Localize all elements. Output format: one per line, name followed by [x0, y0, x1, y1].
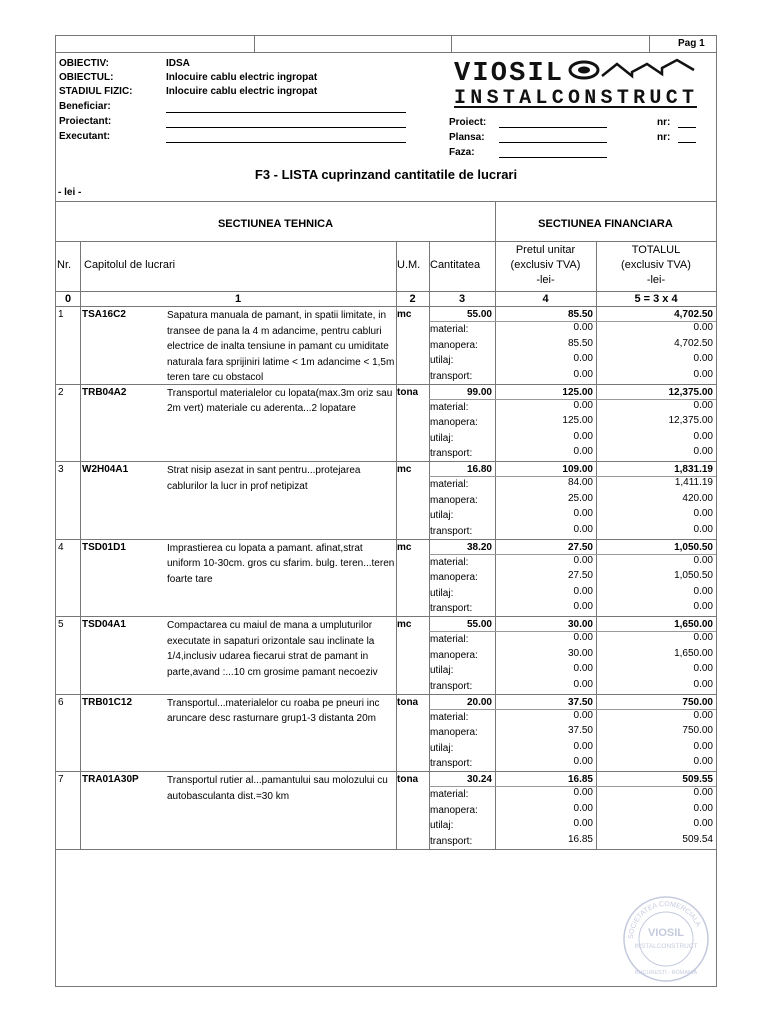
sub-total: 0.00: [693, 585, 713, 597]
section-tehnica: SECTIUNEA TEHNICA: [217, 218, 334, 230]
label-executant: Executant:: [59, 131, 111, 142]
sub-label: manopera:: [430, 339, 478, 351]
sub-total: 0.00: [693, 523, 713, 535]
item-nr: 6: [58, 696, 64, 708]
sub-unit-price: 0.00: [573, 446, 593, 457]
faza-line: [499, 157, 607, 158]
sub-total: 0.00: [693, 709, 713, 721]
company-stamp: [621, 894, 711, 984]
item-unit-price: 27.50: [567, 541, 593, 553]
sub-unit-price: 0.00: [573, 632, 593, 643]
col-nr: Nr.: [57, 259, 72, 271]
item-description: Transportul...materialelor cu roaba pe pneuri inc aruncare desc rasturnare grup1-3 distanta 20m: [167, 697, 380, 724]
sub-label: utilaj:: [430, 510, 454, 521]
sub-label: transport:: [430, 603, 473, 614]
item-nr: 1: [58, 309, 64, 320]
item-um: mc: [397, 309, 412, 320]
colnum-4: 4: [542, 293, 549, 305]
sub-total: 1,650.00: [674, 647, 713, 659]
sub-label: transport:: [430, 835, 473, 847]
item-code: TRA01A30P: [82, 774, 139, 785]
item-qty: 55.00: [466, 619, 492, 630]
label-obiectiv: OBIECTIV:: [59, 58, 110, 69]
beneficiar-line: [166, 112, 406, 113]
colnum-3: 3: [458, 293, 466, 305]
item-nr: 7: [58, 774, 64, 785]
sub-total: 0.00: [693, 756, 713, 767]
table-row: [56, 771, 716, 849]
sub-unit-price: 0.00: [573, 740, 593, 752]
sub-unit-price: 0.00: [573, 554, 593, 566]
sub-total: 0.00: [693, 368, 713, 380]
item-total: 12,375.00: [668, 386, 713, 398]
item-um: tona: [397, 774, 419, 785]
sub-total: 0.00: [693, 446, 713, 457]
sub-total: 0.00: [693, 740, 713, 752]
sub-unit-price: 25.00: [567, 492, 593, 504]
sub-label: material:: [430, 479, 469, 490]
sub-unit-price: 0.00: [573, 756, 593, 767]
item-total: 750.00: [682, 696, 713, 708]
sub-unit-price: 0.00: [573, 585, 593, 597]
item-total: 509.55: [682, 774, 713, 785]
item-description: Strat nisip asezat in sant pentru...protejarea cablurilor la lucr in prof netipizat: [167, 465, 361, 492]
sub-total: 750.00: [682, 725, 713, 736]
item-nr: 5: [58, 619, 64, 630]
sub-label: transport:: [430, 370, 473, 382]
value-stadiul: Inlocuire cablu electric ingropat: [166, 86, 318, 97]
sub-total: 0.00: [693, 554, 713, 566]
logo-line2: INSTALCONSTRUCT: [454, 87, 694, 110]
sub-label: utilaj:: [430, 432, 454, 444]
col-qty: Cantitatea: [430, 259, 481, 271]
executant-line: [166, 142, 406, 143]
sub-label: utilaj:: [430, 742, 454, 754]
nr-line-1: [678, 127, 696, 128]
item-description: Compactarea cu maiul de mana a umpluturilor executate in sapaturi orizontale sau inclinate la 1/4,inclusiv udarea fiecarui strat de pamant in parte,avand :...10 cm grosime pamant necoeziv: [167, 620, 378, 678]
item-qty: 20.00: [466, 696, 492, 708]
table-row: [56, 384, 716, 462]
sub-label: material:: [430, 711, 469, 723]
item-qty: 55.00: [466, 309, 492, 320]
label-stadiul: STADIUL FIZIC:: [59, 86, 133, 97]
item-unit-price: 125.00: [562, 386, 593, 398]
item-um: mc: [397, 541, 412, 553]
sub-unit-price: 0.00: [573, 709, 593, 721]
sub-unit-price: 0.00: [573, 399, 593, 411]
sub-total: 12,375.00: [668, 415, 713, 426]
label-plansa: Plansa:: [449, 132, 485, 143]
sub-label: transport:: [430, 448, 473, 459]
item-nr: 3: [58, 464, 64, 475]
item-code: TSD01D1: [82, 541, 126, 553]
sub-total: 1,050.50: [674, 570, 713, 581]
label-nr-1: nr:: [657, 117, 671, 128]
plansa-line: [499, 142, 607, 143]
sub-unit-price: 0.00: [573, 802, 593, 814]
label-proiect: Proiect:: [449, 117, 487, 128]
svg-text:SOCIETATEA COMERCIALA: SOCIETATEA COMERCIALA: [627, 900, 702, 940]
sub-total: 0.00: [693, 818, 713, 829]
sub-unit-price: 0.00: [573, 678, 593, 690]
colnum-1: 1: [234, 293, 242, 305]
sub-total: 0.00: [693, 430, 713, 442]
label-proiectant: Proiectant:: [59, 116, 112, 127]
sub-unit-price: 0.00: [573, 818, 593, 829]
item-total: 1,831.19: [674, 464, 713, 475]
sub-total: 0.00: [693, 787, 713, 798]
item-total: 4,702.50: [674, 309, 713, 320]
sub-label: utilaj:: [430, 820, 454, 831]
value-obiectul: Inlocuire cablu electric ingropat: [166, 72, 318, 83]
sub-label: material:: [430, 634, 469, 645]
sub-unit-price: 27.50: [567, 570, 593, 581]
svg-text:VIOSIL: VIOSIL: [647, 927, 685, 939]
item-um: tona: [397, 386, 419, 398]
item-unit-price: 16.85: [567, 774, 593, 785]
sub-label: manopera:: [430, 572, 478, 583]
colnum-5: 5 = 3 x 4: [634, 293, 678, 305]
sub-unit-price: 0.00: [573, 787, 593, 798]
table-row: [56, 306, 716, 384]
item-description: Imprastierea cu lopata a pamant. afinat,strat uniform 10-30cm. gros cu sfarim. bulg. teren...teren foarte tare: [167, 542, 395, 585]
sub-unit-price: 37.50: [567, 725, 593, 736]
table-row: [56, 616, 716, 694]
item-qty: 30.24: [466, 774, 492, 785]
sub-label: manopera:: [430, 727, 478, 738]
table-row: [56, 694, 716, 772]
sub-unit-price: 0.00: [573, 508, 593, 519]
item-code: TSA16C2: [82, 309, 126, 320]
item-qty: 38.20: [466, 541, 492, 553]
value-obiectiv: IDSA: [166, 58, 190, 69]
page-number: Pag 1: [678, 38, 705, 49]
label-beneficiar: Beneficiar:: [59, 101, 111, 112]
table-row: [56, 461, 716, 539]
sub-total: 0.00: [693, 802, 713, 814]
sub-unit-price: 0.00: [573, 601, 593, 612]
sub-unit-price: 0.00: [573, 523, 593, 535]
label-nr-2: nr:: [657, 132, 671, 143]
item-nr: 2: [58, 386, 64, 398]
item-unit-price: 37.50: [567, 696, 593, 708]
item-um: tona: [397, 696, 419, 708]
sub-unit-price: 16.85: [567, 833, 593, 845]
currency-label: - lei -: [58, 187, 82, 198]
sub-label: transport:: [430, 680, 473, 692]
sub-total: 0.00: [693, 678, 713, 690]
label-obiectul: OBIECTUL:: [59, 72, 114, 83]
sub-total: 420.00: [682, 492, 713, 504]
item-description: Transportul materialelor cu lopata(max.3m oriz sau 2m vert) materiale cu aderenta...2 lopatare: [167, 387, 393, 414]
sub-label: utilaj:: [430, 587, 454, 599]
sub-label: material:: [430, 401, 469, 413]
col-um: U.M.: [397, 259, 421, 271]
item-description: Transportul rutier al...pamantului sau molozului cu autobasculanta dist.=30 km: [167, 775, 388, 802]
item-um: mc: [397, 619, 412, 630]
sub-label: utilaj:: [430, 665, 454, 676]
sub-unit-price: 0.00: [573, 353, 593, 364]
colnum-2: 2: [409, 293, 416, 305]
logo-line1: VIOSIL: [454, 59, 562, 89]
item-code: TRB01C12: [82, 696, 133, 708]
sub-label: manopera:: [430, 804, 478, 816]
sub-unit-price: 0.00: [573, 322, 593, 333]
sub-unit-price: 30.00: [567, 647, 593, 659]
svg-text:INSTALCONSTRUCT: INSTALCONSTRUCT: [634, 943, 698, 950]
sub-total: 0.00: [693, 632, 713, 643]
proiect-line: [499, 127, 607, 128]
sub-unit-price: 0.00: [573, 430, 593, 442]
item-total: 1,050.50: [674, 541, 713, 553]
item-code: W2H04A1: [82, 464, 129, 475]
sub-label: utilaj:: [430, 355, 454, 366]
label-faza: Faza:: [449, 147, 475, 158]
sub-unit-price: 85.50: [567, 337, 593, 349]
sub-total: 0.00: [693, 399, 713, 411]
sub-total: 0.00: [693, 353, 713, 364]
sub-label: material:: [430, 324, 469, 335]
item-nr: 4: [58, 541, 64, 553]
sub-label: transport:: [430, 525, 473, 537]
col-unit-price: Pretul unitar (exclusiv TVA) -lei-: [510, 244, 581, 286]
item-total: 1,650.00: [674, 619, 713, 630]
sub-unit-price: 125.00: [562, 415, 593, 426]
sub-total: 1,411.19: [674, 477, 713, 488]
item-description: Sapatura manuala de pamant, in spatii limitate, in transee de pana la 4 m adancime, pentru cabluri electrice de inalta tensiune in pamant cu umiditate naturala fara sprijiniri latime < 1m adancime < 1,5m teren tare cu obstacol: [167, 310, 395, 383]
col-total: TOTALUL (exclusiv TVA) -lei-: [621, 244, 691, 286]
sub-label: manopera:: [430, 494, 478, 506]
sub-unit-price: 0.00: [573, 368, 593, 380]
item-unit-price: 30.00: [567, 619, 593, 630]
company-logo: [452, 54, 702, 112]
svg-text:BUCURESTI - ROMANIA: BUCURESTI - ROMANIA: [634, 970, 698, 976]
colnum-0: 0: [64, 293, 72, 305]
sub-total: 509.54: [682, 833, 713, 845]
sub-total: 0.00: [693, 663, 713, 674]
section-financiara: SECTIUNEA FINANCIARA: [538, 218, 673, 230]
document-title: F3 - LISTA cuprinzand cantitatile de lucrari: [254, 167, 518, 182]
item-unit-price: 85.50: [567, 309, 593, 320]
item-code: TSD04A1: [82, 619, 126, 630]
sub-total: 4,702.50: [674, 337, 713, 349]
table-row: [56, 539, 716, 617]
item-um: mc: [397, 464, 412, 475]
sub-total: 0.00: [693, 601, 713, 612]
item-qty: 16.80: [466, 464, 492, 475]
sub-total: 0.00: [693, 322, 713, 333]
nr-line-2: [678, 142, 696, 143]
sub-label: manopera:: [430, 417, 478, 428]
proiectant-line: [166, 127, 406, 128]
sub-total: 0.00: [693, 508, 713, 519]
item-qty: 99.00: [466, 386, 492, 398]
sub-unit-price: 84.00: [567, 477, 593, 488]
sub-label: manopera:: [430, 649, 478, 661]
item-unit-price: 109.00: [562, 464, 593, 475]
item-code: TRB04A2: [82, 386, 127, 398]
sub-label: transport:: [430, 758, 473, 769]
sub-label: material:: [430, 789, 469, 800]
document-page: [55, 35, 717, 987]
sub-label: material:: [430, 556, 469, 568]
col-chapter: Capitolul de lucrari: [84, 259, 176, 271]
sub-unit-price: 0.00: [573, 663, 593, 674]
